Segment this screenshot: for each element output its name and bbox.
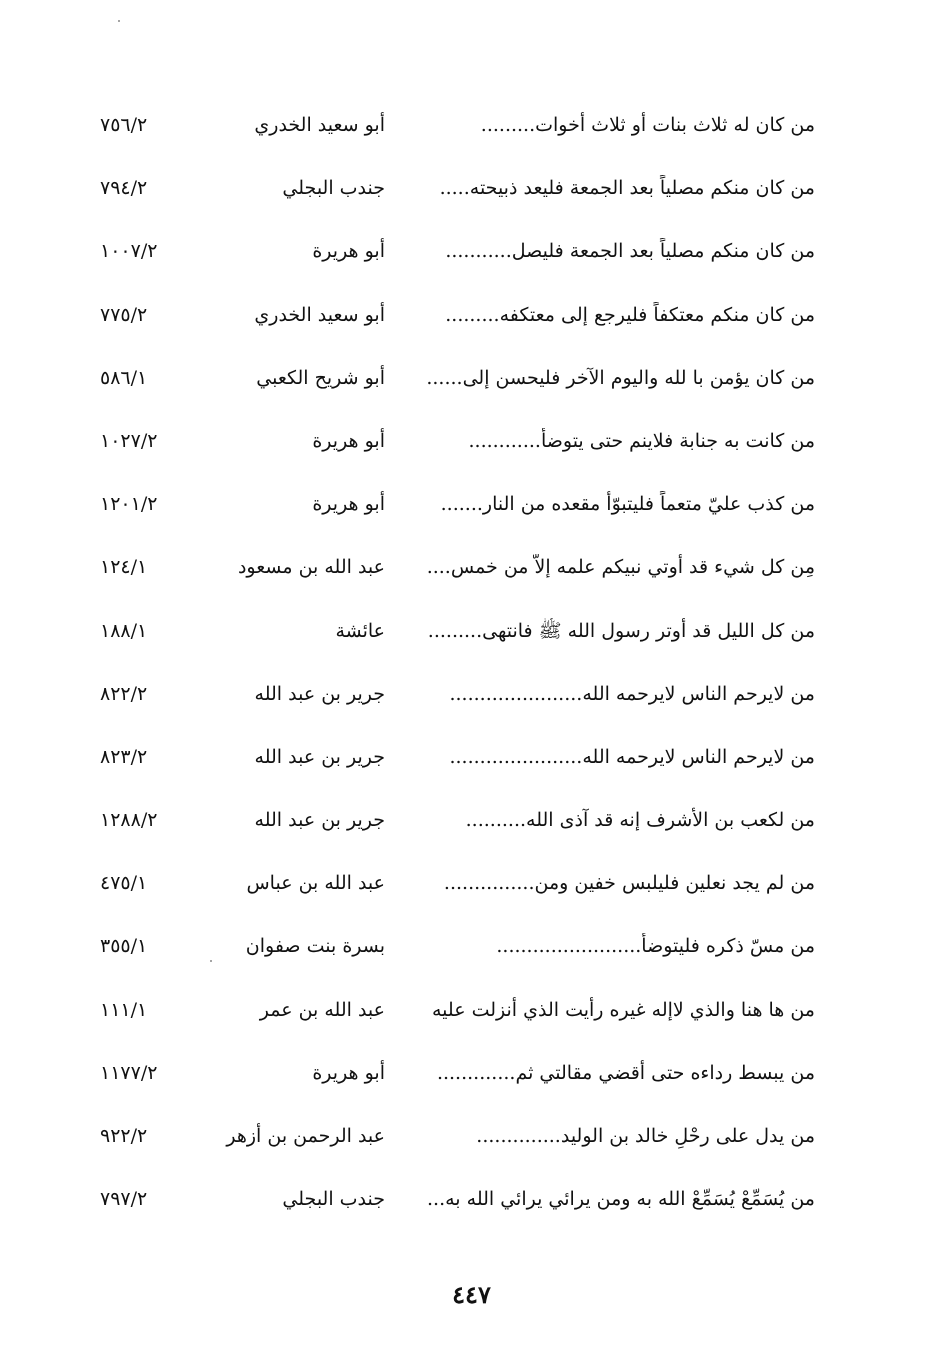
volume-page-ref: ٧٧٥/٢: [100, 303, 148, 326]
volume-page-ref: ١١٧٧/٢: [100, 1061, 158, 1084]
narrator-name: عبد الله بن عمر: [259, 998, 385, 1021]
hadith-text: من كذب عليّ متعماً فليتبوّأ مقعده من النار.......: [440, 493, 815, 516]
hadith-text: من كان منكم معتكفاً فليرجع إلى معتكفه.........: [445, 303, 815, 326]
narrator-name: أبو سعيد الخدري: [254, 114, 385, 136]
volume-page-ref: ١١١/١: [100, 998, 148, 1021]
narrator-name: أبو شريح الكعبي: [256, 366, 385, 389]
hadith-text: من لايرحم الناس لايرحمه الله......................: [449, 745, 815, 768]
volume-page-ref: ١٨٨/١: [100, 619, 148, 642]
index-entry: [100, 477, 815, 540]
narrator-name: جرير بن عبد الله: [254, 745, 385, 768]
index-entry: [100, 604, 815, 667]
index-entry: [100, 919, 815, 982]
volume-page-ref: ٤٧٥/١: [100, 872, 148, 895]
hadith-text: مِن كل شيء قد أوتي نبيكم علمه إلاّ من خمس....: [426, 556, 815, 579]
hadith-index-list: [100, 98, 815, 1235]
index-entry: [100, 224, 815, 287]
volume-page-ref: ٧٩٤/٢: [100, 177, 148, 200]
narrator-name: جرير بن عبد الله: [254, 682, 385, 705]
volume-page-ref: ٧٩٧/٢: [100, 1188, 148, 1211]
hadith-text: من مسّ ذكره فليتوضأ........................: [496, 935, 815, 958]
volume-page-ref: ٣٥٥/١: [100, 935, 148, 958]
narrator-name: أبو هريرة: [312, 493, 385, 516]
narrator-name: عبد الله بن عباس: [246, 872, 385, 895]
narrator-name: جندب البجلي: [282, 1188, 385, 1211]
volume-page-ref: ١٠٠٧/٢: [100, 240, 158, 263]
volume-page-ref: ٩٢٢/٢: [100, 1125, 148, 1147]
index-entry: [100, 351, 815, 414]
hadith-text: من كان منكم مصلياً بعد الجمعة فليصل...........: [445, 240, 815, 263]
volume-page-ref: ١٢٠١/٢: [100, 493, 158, 516]
volume-page-ref: ١٢٨٨/٢: [100, 809, 158, 832]
index-entry: [100, 793, 815, 856]
hadith-text: من كان يؤمن با لله واليوم الآخر فليحسن إلى......: [426, 366, 815, 389]
hadith-text: من يُسَمِّعْ يُسَمِّعْ الله به ومن يرائي يرائي الله به...: [427, 1188, 815, 1211]
narrator-name: أبو هريرة: [312, 1061, 385, 1084]
narrator-name: أبو هريرة: [312, 240, 385, 263]
hadith-text: من يبسط رداءه حتى أقضي مقالتي ثم.............: [436, 1061, 815, 1084]
narrator-name: جرير بن عبد الله: [254, 809, 385, 832]
narrator-name: بسرة بنت صفوان: [245, 935, 385, 958]
hadith-text: من لم يجد نعلين فليلبس خفين ومن...............: [443, 872, 815, 895]
index-entry: [100, 856, 815, 919]
index-entry: [100, 1172, 815, 1235]
hadith-text: من ها هنا والذي لاإله غيره رأيت الذي أنزلت عليه: [432, 998, 815, 1021]
hadith-text: من كان منكم مصلياً بعد الجمعة فليعد ذبيحته.....: [439, 177, 815, 200]
narrator-name: عبد الله بن مسعود: [237, 556, 385, 579]
index-entry: [100, 98, 815, 161]
index-entry: [100, 667, 815, 730]
hadith-text: من كانت به جنابة فلاينم حتى يتوضأ............: [468, 429, 815, 452]
volume-page-ref: ٧٥٦/٢: [100, 114, 148, 136]
index-entry: [100, 730, 815, 793]
hadith-text: من لايرحم الناس لايرحمه الله......................: [449, 682, 815, 705]
narrator-name: عائشة: [335, 619, 385, 642]
hadith-text: من يدل على رحْلِ خالد بن الوليد..............: [476, 1125, 815, 1147]
index-entry: [100, 161, 815, 224]
hadith-text: من كل الليل قد أوتر رسول الله ﷺ فانتهى.........: [427, 619, 815, 642]
index-entry: [100, 1046, 815, 1109]
index-entry: [100, 540, 815, 603]
narrator-name: أبو سعيد الخدري: [254, 303, 385, 326]
index-entry: [100, 414, 815, 477]
volume-page-ref: ١٢٤/١: [100, 556, 148, 579]
volume-page-ref: ٨٢٣/٢: [100, 745, 148, 768]
index-entry: [100, 1109, 815, 1172]
volume-page-ref: ١٠٢٧/٢: [100, 429, 158, 452]
narrator-name: جندب البجلي: [282, 177, 385, 200]
volume-page-ref: ٥٨٦/١: [100, 366, 148, 389]
narrator-name: أبو هريرة: [312, 429, 385, 452]
volume-page-ref: ٨٢٢/٢: [100, 682, 148, 705]
hadith-text: من كان له ثلاث بنات أو ثلاث أخوات.........: [480, 114, 815, 136]
hadith-text: من لكعب بن الأشرف إنه قد آذى الله..........: [465, 809, 815, 832]
index-entry: [100, 983, 815, 1046]
index-entry: [100, 288, 815, 351]
page-number: ٤٤٧: [452, 1280, 491, 1309]
scan-speck: [118, 20, 120, 22]
narrator-name: عبد الرحمن بن أزهر: [226, 1125, 385, 1147]
